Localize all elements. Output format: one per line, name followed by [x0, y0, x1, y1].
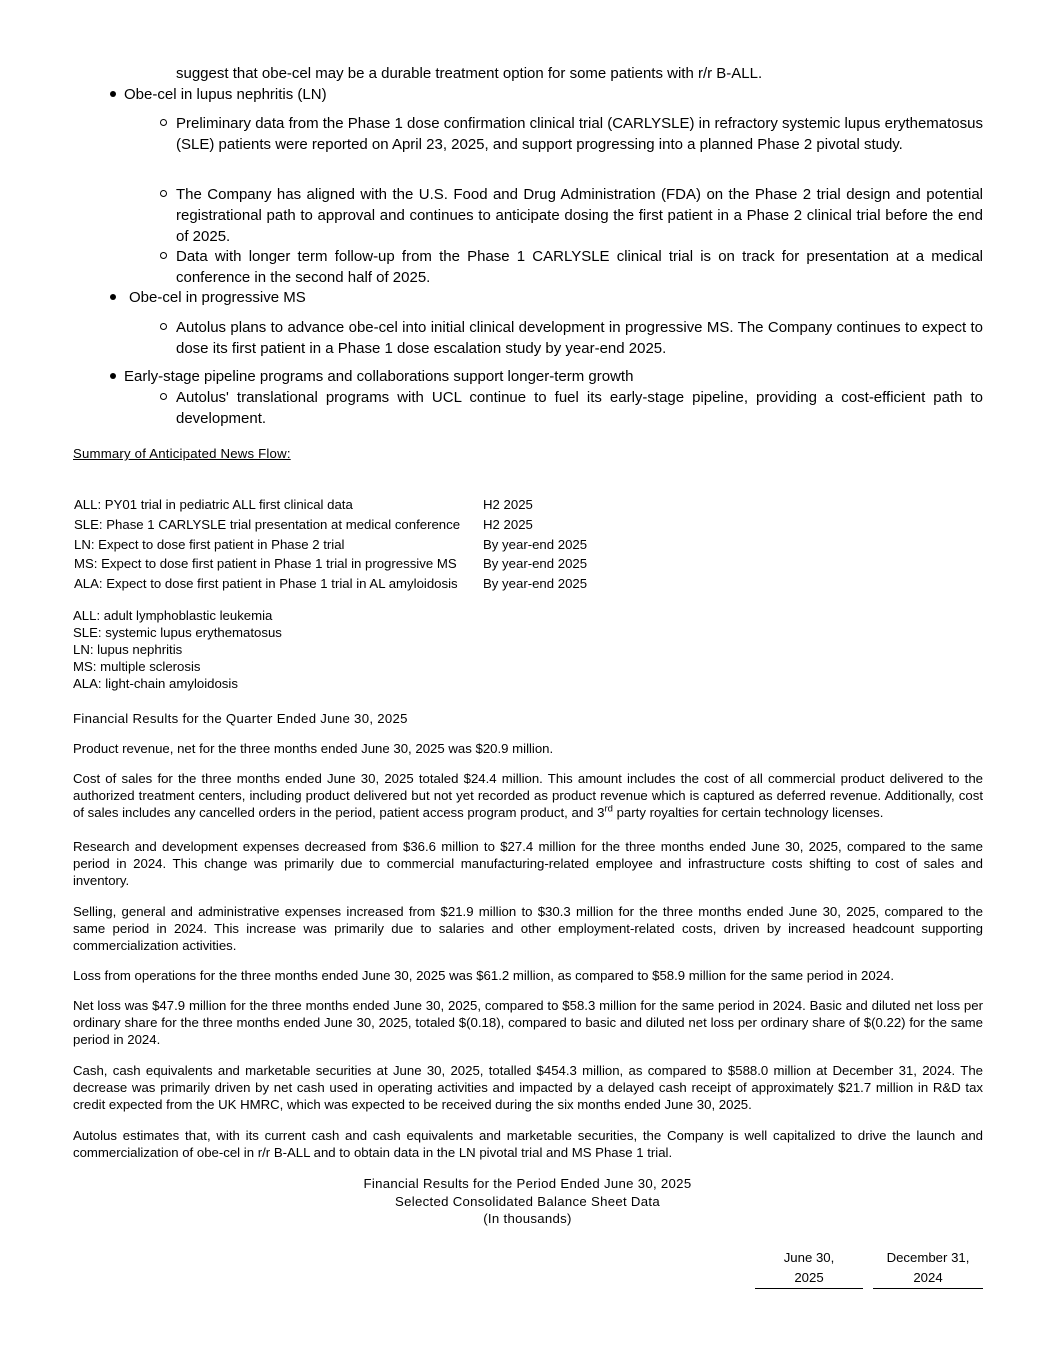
ordinal-superscript: rd	[604, 803, 613, 815]
abbreviation-item: MS: multiple sclerosis	[73, 659, 201, 674]
sub-bullet-circle	[160, 393, 167, 400]
sub-bullet-ln-3: Data with longer term follow-up from the Phase 1 CARLYSLE clinical trial is on track for presentation at a medical conference in the second half of 2025.	[176, 248, 983, 286]
timing-cell: H2 2025	[483, 497, 533, 512]
bullet-heading-ms: Obe-cel in progressive MS	[129, 289, 306, 306]
financial-heading: Financial Results for the Quarter Ended June 30, 2025	[73, 711, 408, 726]
sub-bullet-circle	[160, 323, 167, 330]
sub-bullet-circle	[160, 119, 167, 126]
timing-cell: By year-end 2025	[483, 556, 588, 572]
bullet-heading-ln: Obe-cel in lupus nephritis (LN)	[124, 86, 327, 103]
balance-sheet-title	[0, 1175, 1055, 1228]
bullet-dot	[110, 373, 116, 379]
abbreviation-item: ALA: light-chain amyloidosis	[73, 676, 238, 691]
rnd-paragraph: Research and development expenses decreased from $36.6 million to $27.4 million for the three months ended June 30, 2025, compared to the same period in 2024. This change was primarily due to commercial manufacturing-related employee and infrastructure costs shifting to cost of sales and inventory.	[73, 839, 983, 888]
balance-sheet-units: (In thousands)	[483, 1211, 572, 1226]
column-header-year: 2024	[873, 1268, 983, 1289]
cost-of-sales-paragraph	[73, 770, 983, 821]
cost-of-sales-text: Cost of sales for the three months ended June 30, 2025 totaled $24.4 million. This amount includes the cost of all commercial product delivered to the authorized treatment centers, including product delivered but not yet recorded as product revenue which is captured as deferred revenue. Additionally, cost of sales includes any cancelled orders in the period, patient access program product, and 3	[73, 771, 983, 820]
event-cell: SLE: Phase 1 CARLYSLE trial presentation at medical conference	[74, 516, 461, 532]
timing-cell: By year-end 2025	[483, 536, 588, 552]
column-header-december-2024	[873, 1248, 983, 1289]
bullet-dot	[110, 294, 116, 300]
revenue-paragraph: Product revenue, net for the three months ended June 30, 2025 was $20.9 million.	[73, 741, 554, 756]
event-cell: MS: Expect to dose first patient in Phase 1 trial in progressive MS	[74, 556, 457, 572]
event-cell: LN: Expect to dose first patient in Phase 2 trial	[74, 536, 345, 552]
sub-bullet-circle	[160, 252, 167, 259]
abbreviation-list	[73, 607, 282, 692]
bullet-dot	[110, 91, 116, 97]
column-header-year: 2025	[755, 1268, 863, 1289]
sga-paragraph: Selling, general and administrative expenses increased from $21.9 million to $30.3 million for the three months ended June 30, 2025, compared to the same period in 2024. This increase was primarily due to salaries and other employment-related costs, driven by increased headcount supporting commercialization activities.	[73, 904, 983, 953]
sub-bullet-ln-1: Preliminary data from the Phase 1 dose confirmation clinical trial (CARLYSLE) in refractory systemic lupus erythematosus (SLE) patients were reported on April 23, 2025, and support progressing into a planned Phase 2 pivotal study.	[176, 115, 983, 153]
column-header-june-2025	[755, 1248, 863, 1289]
sub-bullet-ms-1: Autolus plans to advance obe-cel into initial clinical development in progressive MS. The Company continues to expect to dose its first patient in a Phase 1 dose escalation study by year-end 2025.	[176, 319, 983, 357]
column-header-line: June 30,	[783, 1250, 835, 1265]
column-header-line: December 31,	[886, 1250, 970, 1265]
event-cell: ALL: PY01 trial in pediatric ALL first clinical data	[74, 497, 353, 512]
news-flow-heading: Summary of Anticipated News Flow:	[73, 446, 291, 461]
abbreviation-item: SLE: systemic lupus erythematosus	[73, 625, 282, 640]
bullet-heading-early: Early-stage pipeline programs and collaborations support longer-term growth	[124, 368, 634, 385]
abbreviation-item: ALL: adult lymphoblastic leukemia	[73, 608, 273, 623]
balance-sheet-title-line: Financial Results for the Period Ended June 30, 2025	[363, 1176, 692, 1191]
loss-from-operations-paragraph: Loss from operations for the three months ended June 30, 2025 was $61.2 million, as compared to $58.9 million for the same period in 2024.	[73, 968, 895, 983]
balance-sheet-subtitle: Selected Consolidated Balance Sheet Data	[395, 1193, 660, 1209]
event-cell: ALA: Expect to dose first patient in Phase 1 trial in AL amyloidosis	[74, 576, 458, 592]
sub-bullet-ln-2: The Company has aligned with the U.S. Food and Drug Administration (FDA) on the Phase 2 trial design and potential registrational path to approval and continues to anticipate dosing the first patient in a Phase 2 clinical trial before the end of 2025.	[176, 186, 983, 245]
timing-cell: H2 2025	[483, 516, 533, 532]
sub-bullet-early-1: Autolus' translational programs with UCL continue to fuel its early-stage pipeline, providing a cost-efficient path to development.	[176, 389, 983, 427]
net-loss-paragraph: Net loss was $47.9 million for the three months ended June 30, 2025, compared to $58.3 million for the same period in 2024. Basic and diluted net loss per ordinary share for the three months ended June 30, 2025, totaled $(0.18), compared to basic and diluted net loss per ordinary share of $(0.22) for the same period in 2024.	[73, 998, 983, 1047]
abbreviation-item: LN: lupus nephritis	[73, 642, 183, 657]
outlook-paragraph: Autolus estimates that, with its current cash and cash equivalents and marketable securities, the Company is well capitalized to drive the launch and commercialization of obe-cel in r/r B-ALL and to obtain data in the LN pivotal trial and MS Phase 1 trial.	[73, 1128, 983, 1160]
bullet-continuation-text: suggest that obe-cel may be a durable treatment option for some patients with r/r B-ALL.	[176, 65, 763, 82]
cost-of-sales-text-end: party royalties for certain technology licenses.	[612, 805, 884, 820]
timing-cell: By year-end 2025	[483, 576, 588, 592]
cash-paragraph: Cash, cash equivalents and marketable securities at June 30, 2025, totalled $454.3 million, as compared to $588.0 million at December 31, 2024. The decrease was primarily driven by net cash used in operating activities and impacted by a delayed cash receipt of approximately $21.7 million in R&D tax credit expected from the UK HMRC, which was expected to be received during the six months ended June 30, 2025.	[73, 1063, 983, 1112]
sub-bullet-circle	[160, 190, 167, 197]
